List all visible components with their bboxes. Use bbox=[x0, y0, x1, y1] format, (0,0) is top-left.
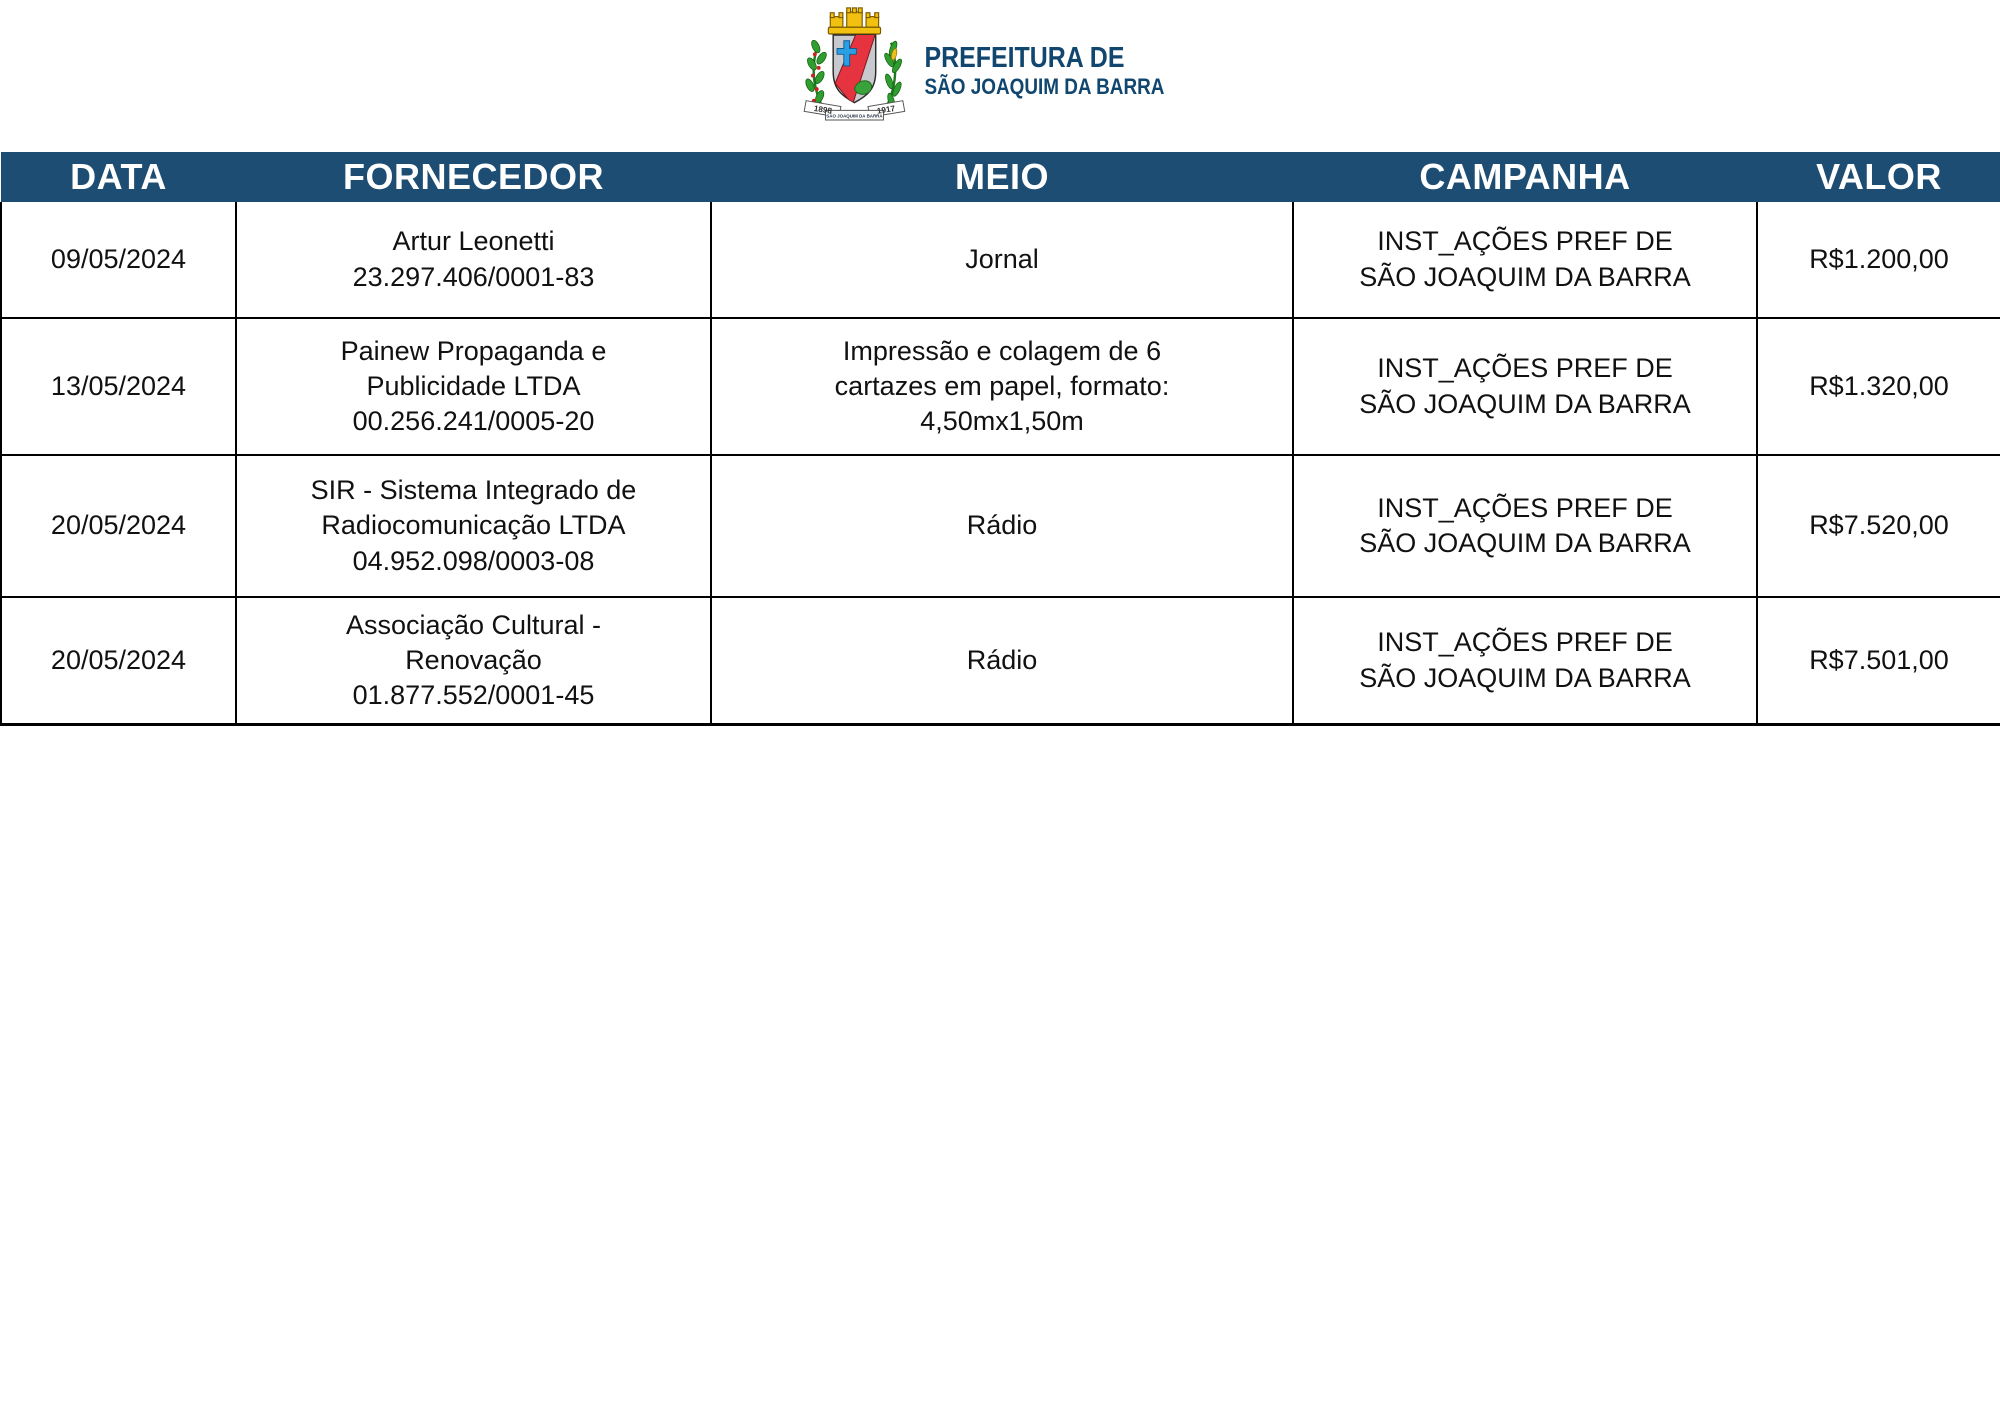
table-header bbox=[1, 152, 2000, 202]
cell-meio: Impressão e colagem de 6 cartazes em papel, formato: 4,50mx1,50m bbox=[711, 318, 1293, 455]
fornecedor-nome: SIR - Sistema Integrado de Radiocomunicação LTDA bbox=[310, 475, 637, 541]
cell-meio: Rádio bbox=[711, 455, 1293, 597]
col-header-meio: MEIO bbox=[711, 152, 1293, 202]
fornecedor-cnpj: 00.256.241/0005-20 bbox=[352, 406, 595, 437]
fornecedor-nome: Painew Propaganda e Publicidade LTDA bbox=[340, 335, 607, 401]
cell-campanha: INST_AÇÕES PREF DE SÃO JOAQUIM DA BARRA bbox=[1293, 202, 1757, 318]
col-header-campanha: CAMPANHA bbox=[1293, 152, 1757, 202]
ribbon-year-left: 1898 bbox=[813, 103, 833, 116]
cell-data: 20/05/2024 bbox=[1, 455, 236, 597]
media-spending-table bbox=[0, 152, 2000, 726]
fornecedor-cnpj: 04.952.098/0003-08 bbox=[352, 545, 595, 576]
org-name-line1: PREFEITURA DE bbox=[924, 42, 1125, 74]
cell-data: 13/05/2024 bbox=[1, 318, 236, 455]
cell-fornecedor bbox=[236, 318, 711, 455]
cell-valor: R$1.200,00 bbox=[1757, 202, 2000, 318]
col-header-valor: VALOR bbox=[1757, 152, 2000, 202]
fornecedor-nome: Artur Leonetti bbox=[392, 226, 555, 257]
cell-valor: R$7.520,00 bbox=[1757, 455, 2000, 597]
cell-campanha: INST_AÇÕES PREF DE SÃO JOAQUIM DA BARRA bbox=[1293, 318, 1757, 455]
cell-meio: Jornal bbox=[711, 202, 1293, 318]
cell-valor: R$7.501,00 bbox=[1757, 597, 2000, 725]
ribbon-city-name: SÃO JOAQUIM DA BARRA bbox=[826, 113, 883, 119]
table-row bbox=[1, 597, 2000, 725]
col-header-fornecedor: FORNECEDOR bbox=[236, 152, 711, 202]
org-name-line2: SÃO JOAQUIM DA BARRA bbox=[924, 74, 1165, 99]
cell-data: 20/05/2024 bbox=[1, 597, 236, 725]
cell-data: 09/05/2024 bbox=[1, 202, 236, 318]
coat-of-arms-icon bbox=[796, 4, 912, 122]
ribbon-year-right: 1917 bbox=[876, 103, 896, 116]
table-row bbox=[1, 318, 2000, 455]
org-name bbox=[924, 44, 1164, 98]
cell-fornecedor bbox=[236, 597, 711, 725]
mural-crown-icon bbox=[828, 8, 880, 34]
fornecedor-nome: Associação Cultural - Renovação bbox=[345, 609, 602, 675]
cell-fornecedor bbox=[236, 202, 711, 318]
cell-meio: Rádio bbox=[711, 597, 1293, 725]
fornecedor-cnpj: 01.877.552/0001-45 bbox=[352, 680, 595, 711]
table-row bbox=[1, 455, 2000, 597]
header-row bbox=[1, 152, 2000, 202]
cell-fornecedor bbox=[236, 455, 711, 597]
cell-campanha: INST_AÇÕES PREF DE SÃO JOAQUIM DA BARRA bbox=[1293, 455, 1757, 597]
cell-campanha: INST_AÇÕES PREF DE SÃO JOAQUIM DA BARRA bbox=[1293, 597, 1757, 725]
fornecedor-cnpj: 23.297.406/0001-83 bbox=[352, 261, 595, 292]
logo bbox=[796, 4, 1203, 122]
cell-valor: R$1.320,00 bbox=[1757, 318, 2000, 455]
col-header-data: DATA bbox=[1, 152, 236, 202]
table-row bbox=[1, 202, 2000, 318]
